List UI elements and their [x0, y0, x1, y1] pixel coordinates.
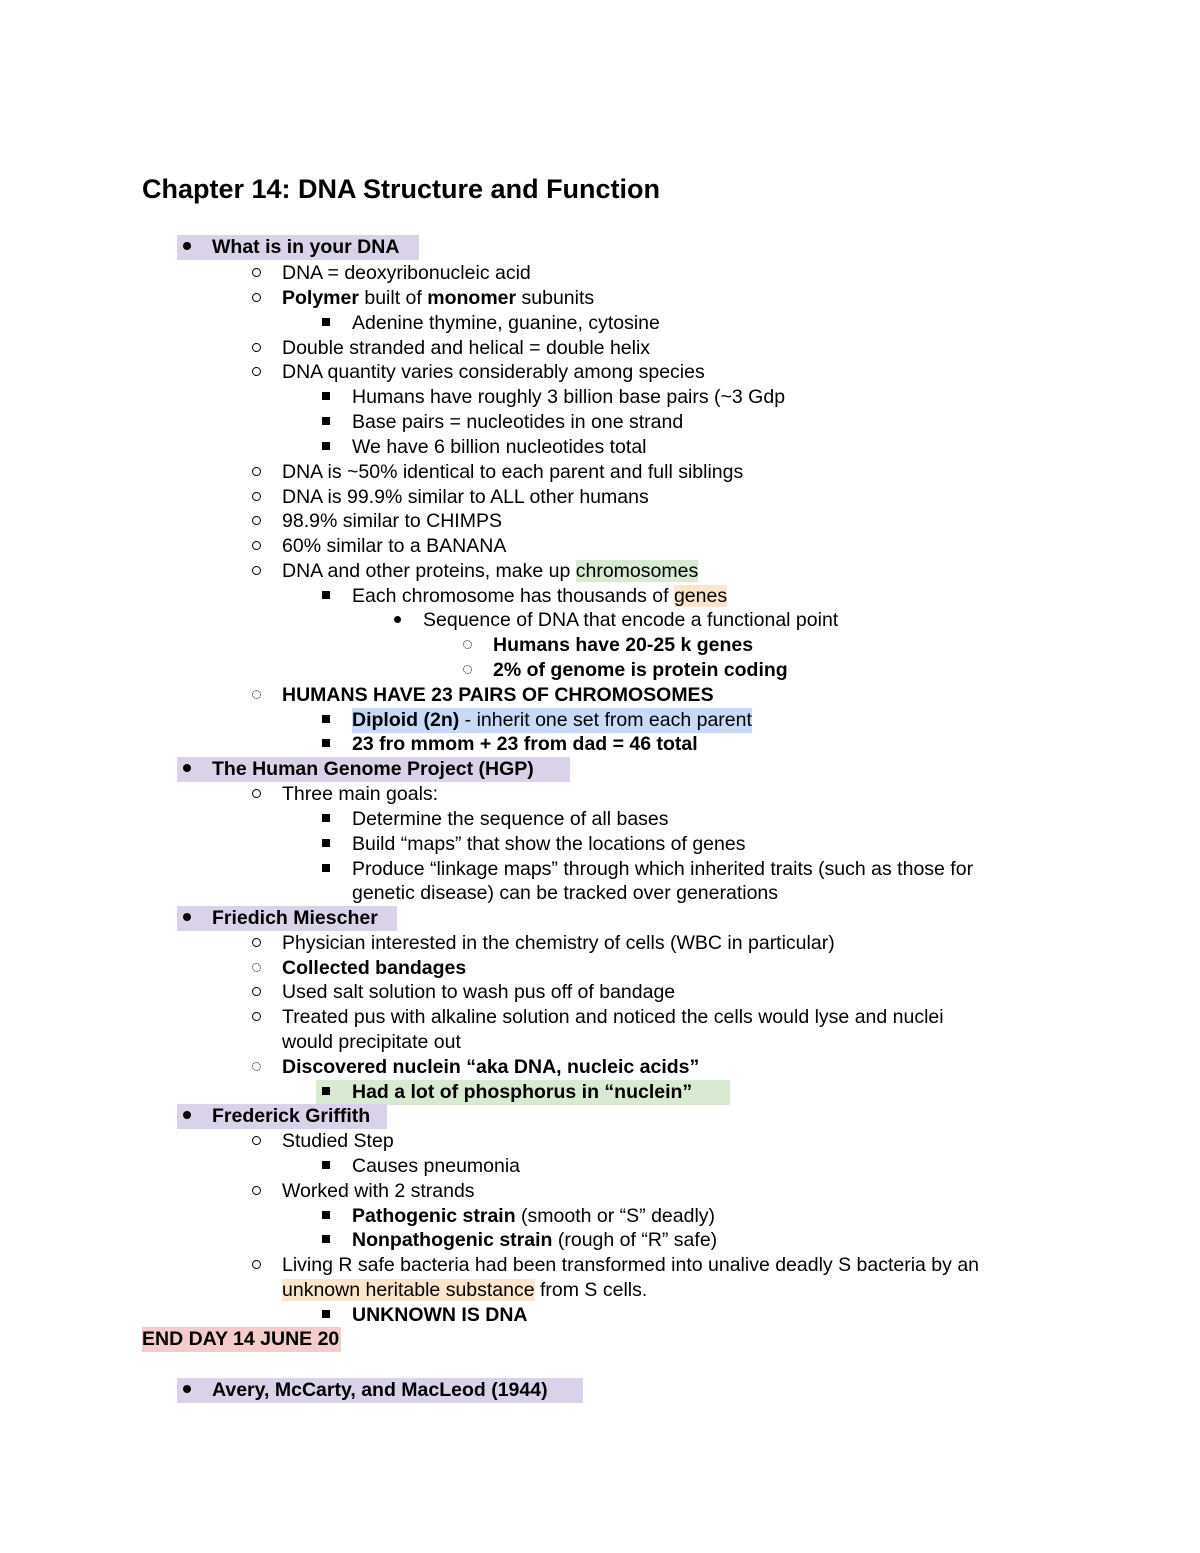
list-item-text: DNA quantity varies considerably among species	[282, 361, 705, 383]
square-bullet-icon	[316, 385, 336, 410]
list-item-text: Causes pneumonia	[352, 1155, 521, 1177]
list-item-text: Treated pus with alkaline solution and noticed the cells would lyse and nuclei	[282, 1006, 944, 1028]
disc-bullet-icon	[387, 608, 407, 633]
disc-bullet-icon	[177, 906, 197, 931]
square-bullet-icon	[316, 1204, 336, 1229]
list-item-text: Physician interested in the chemistry of cells (WBC in particular)	[282, 932, 835, 954]
list-item-text: Used salt solution to wash pus off of bandage	[282, 981, 676, 1003]
list-item-text: Sequence of DNA that encode a functional point	[423, 609, 839, 631]
section-heading: Frederick Griffith	[212, 1105, 371, 1127]
circle-bullet-icon	[246, 261, 266, 286]
disc-bullet-icon	[177, 1378, 197, 1403]
dotted-circle-bullet-icon	[457, 633, 477, 658]
circle-bullet-icon	[246, 1129, 266, 1154]
square-bullet-icon	[316, 708, 336, 733]
circle-bullet-icon	[246, 460, 266, 485]
circle-bullet-icon	[246, 534, 266, 559]
circle-bullet-icon	[246, 1253, 266, 1278]
square-bullet-icon	[316, 584, 336, 609]
square-bullet-icon	[316, 435, 336, 460]
circle-bullet-icon	[246, 782, 266, 807]
highlight-unknown-substance: unknown heritable substance	[282, 1279, 535, 1301]
list-item-text: DNA and other proteins, make up chromosomes	[282, 560, 699, 582]
square-bullet-icon	[316, 857, 336, 882]
square-bullet-icon	[316, 410, 336, 435]
list-item-text: Discovered nuclein “aka DNA, nucleic acids”	[282, 1056, 700, 1078]
circle-bullet-icon	[246, 980, 266, 1005]
circle-bullet-icon	[246, 931, 266, 956]
list-item-text: Studied Step	[282, 1130, 394, 1152]
list-item-text: UNKNOWN IS DNA	[352, 1304, 528, 1326]
list-item-text: unknown heritable substance from S cells.	[282, 1279, 648, 1301]
list-item-text: Determine the sequence of all bases	[352, 808, 669, 830]
list-item-text: Adenine thymine, guanine, cytosine	[352, 312, 660, 334]
list-item-text: Living R safe bacteria had been transformed into unalive deadly S bacteria by an	[282, 1254, 980, 1276]
list-item-text: Diploid (2n) - inherit one set from each parent	[352, 709, 752, 731]
square-bullet-icon	[316, 1303, 336, 1328]
list-item-text: 23 fro mmom + 23 from dad = 46 total	[352, 733, 698, 755]
square-bullet-icon	[316, 807, 336, 832]
dotted-circle-bullet-icon	[246, 683, 266, 708]
circle-bullet-icon	[246, 1005, 266, 1030]
list-item-text: Polymer built of monomer subunits	[282, 287, 595, 309]
circle-bullet-icon	[246, 485, 266, 510]
square-bullet-icon	[316, 1154, 336, 1179]
list-item-text: Base pairs = nucleotides in one strand	[352, 411, 684, 433]
dotted-circle-bullet-icon	[457, 658, 477, 683]
disc-bullet-icon	[177, 757, 197, 782]
list-item-text: genetic disease) can be tracked over generations	[352, 882, 779, 904]
list-item-text: Each chromosome has thousands of genes	[352, 585, 728, 607]
end-day-marker: END DAY 14 JUNE 20	[142, 1328, 340, 1350]
list-item-text: Collected bandages	[282, 957, 467, 979]
page-title: Chapter 14: DNA Structure and Function	[142, 174, 661, 204]
list-item-text: would precipitate out	[282, 1031, 461, 1053]
list-item-text: Produce “linkage maps” through which inherited traits (such as those for	[352, 858, 974, 880]
square-bullet-icon	[316, 832, 336, 857]
list-item-text: DNA = deoxyribonucleic acid	[282, 262, 531, 284]
circle-bullet-icon	[246, 360, 266, 385]
dotted-circle-bullet-icon	[246, 956, 266, 981]
list-item-text: DNA is ~50% identical to each parent and full siblings	[282, 461, 744, 483]
circle-bullet-icon	[246, 286, 266, 311]
list-item-text: HUMANS HAVE 23 PAIRS OF CHROMOSOMES	[282, 684, 714, 706]
section-heading: Friedich Miescher	[212, 907, 378, 929]
circle-bullet-icon	[246, 509, 266, 534]
list-item-text: 98.9% similar to CHIMPS	[282, 510, 502, 532]
section-heading: The Human Genome Project (HGP)	[212, 758, 534, 780]
list-item-text: Had a lot of phosphorus in “nuclein”	[352, 1081, 693, 1103]
list-item-text: DNA is 99.9% similar to ALL other humans	[282, 486, 649, 508]
list-item-text: Pathogenic strain (smooth or “S” deadly)	[352, 1205, 716, 1227]
list-item-text: We have 6 billion nucleotides total	[352, 436, 647, 458]
highlight-chromosomes: chromosomes	[575, 560, 699, 582]
square-bullet-icon	[316, 311, 336, 336]
disc-bullet-icon	[177, 235, 197, 260]
list-item-text: Worked with 2 strands	[282, 1180, 475, 1202]
circle-bullet-icon	[246, 336, 266, 361]
square-bullet-icon	[316, 1228, 336, 1253]
list-item-text: Build “maps” that show the locations of genes	[352, 833, 746, 855]
square-bullet-icon	[316, 732, 336, 757]
section-heading: What is in your DNA	[212, 236, 400, 258]
list-item-text: Double stranded and helical = double helix	[282, 337, 651, 359]
list-item-text: 2% of genome is protein coding	[493, 659, 788, 681]
square-bullet-icon	[316, 1080, 336, 1105]
list-item-text: Humans have 20-25 k genes	[493, 634, 754, 656]
circle-bullet-icon	[246, 1179, 266, 1204]
section-heading: Avery, McCarty, and MacLeod (1944)	[212, 1379, 548, 1401]
circle-bullet-icon	[246, 559, 266, 584]
list-item-text: Nonpathogenic strain (rough of “R” safe)	[352, 1229, 718, 1251]
disc-bullet-icon	[177, 1104, 197, 1129]
list-item-text: Three main goals:	[282, 783, 439, 805]
dotted-circle-bullet-icon	[246, 1055, 266, 1080]
highlight-genes: genes	[673, 585, 728, 607]
list-item-text: Humans have roughly 3 billion base pairs (~3 Gdp	[352, 386, 786, 408]
list-item-text: 60% similar to a BANANA	[282, 535, 507, 557]
